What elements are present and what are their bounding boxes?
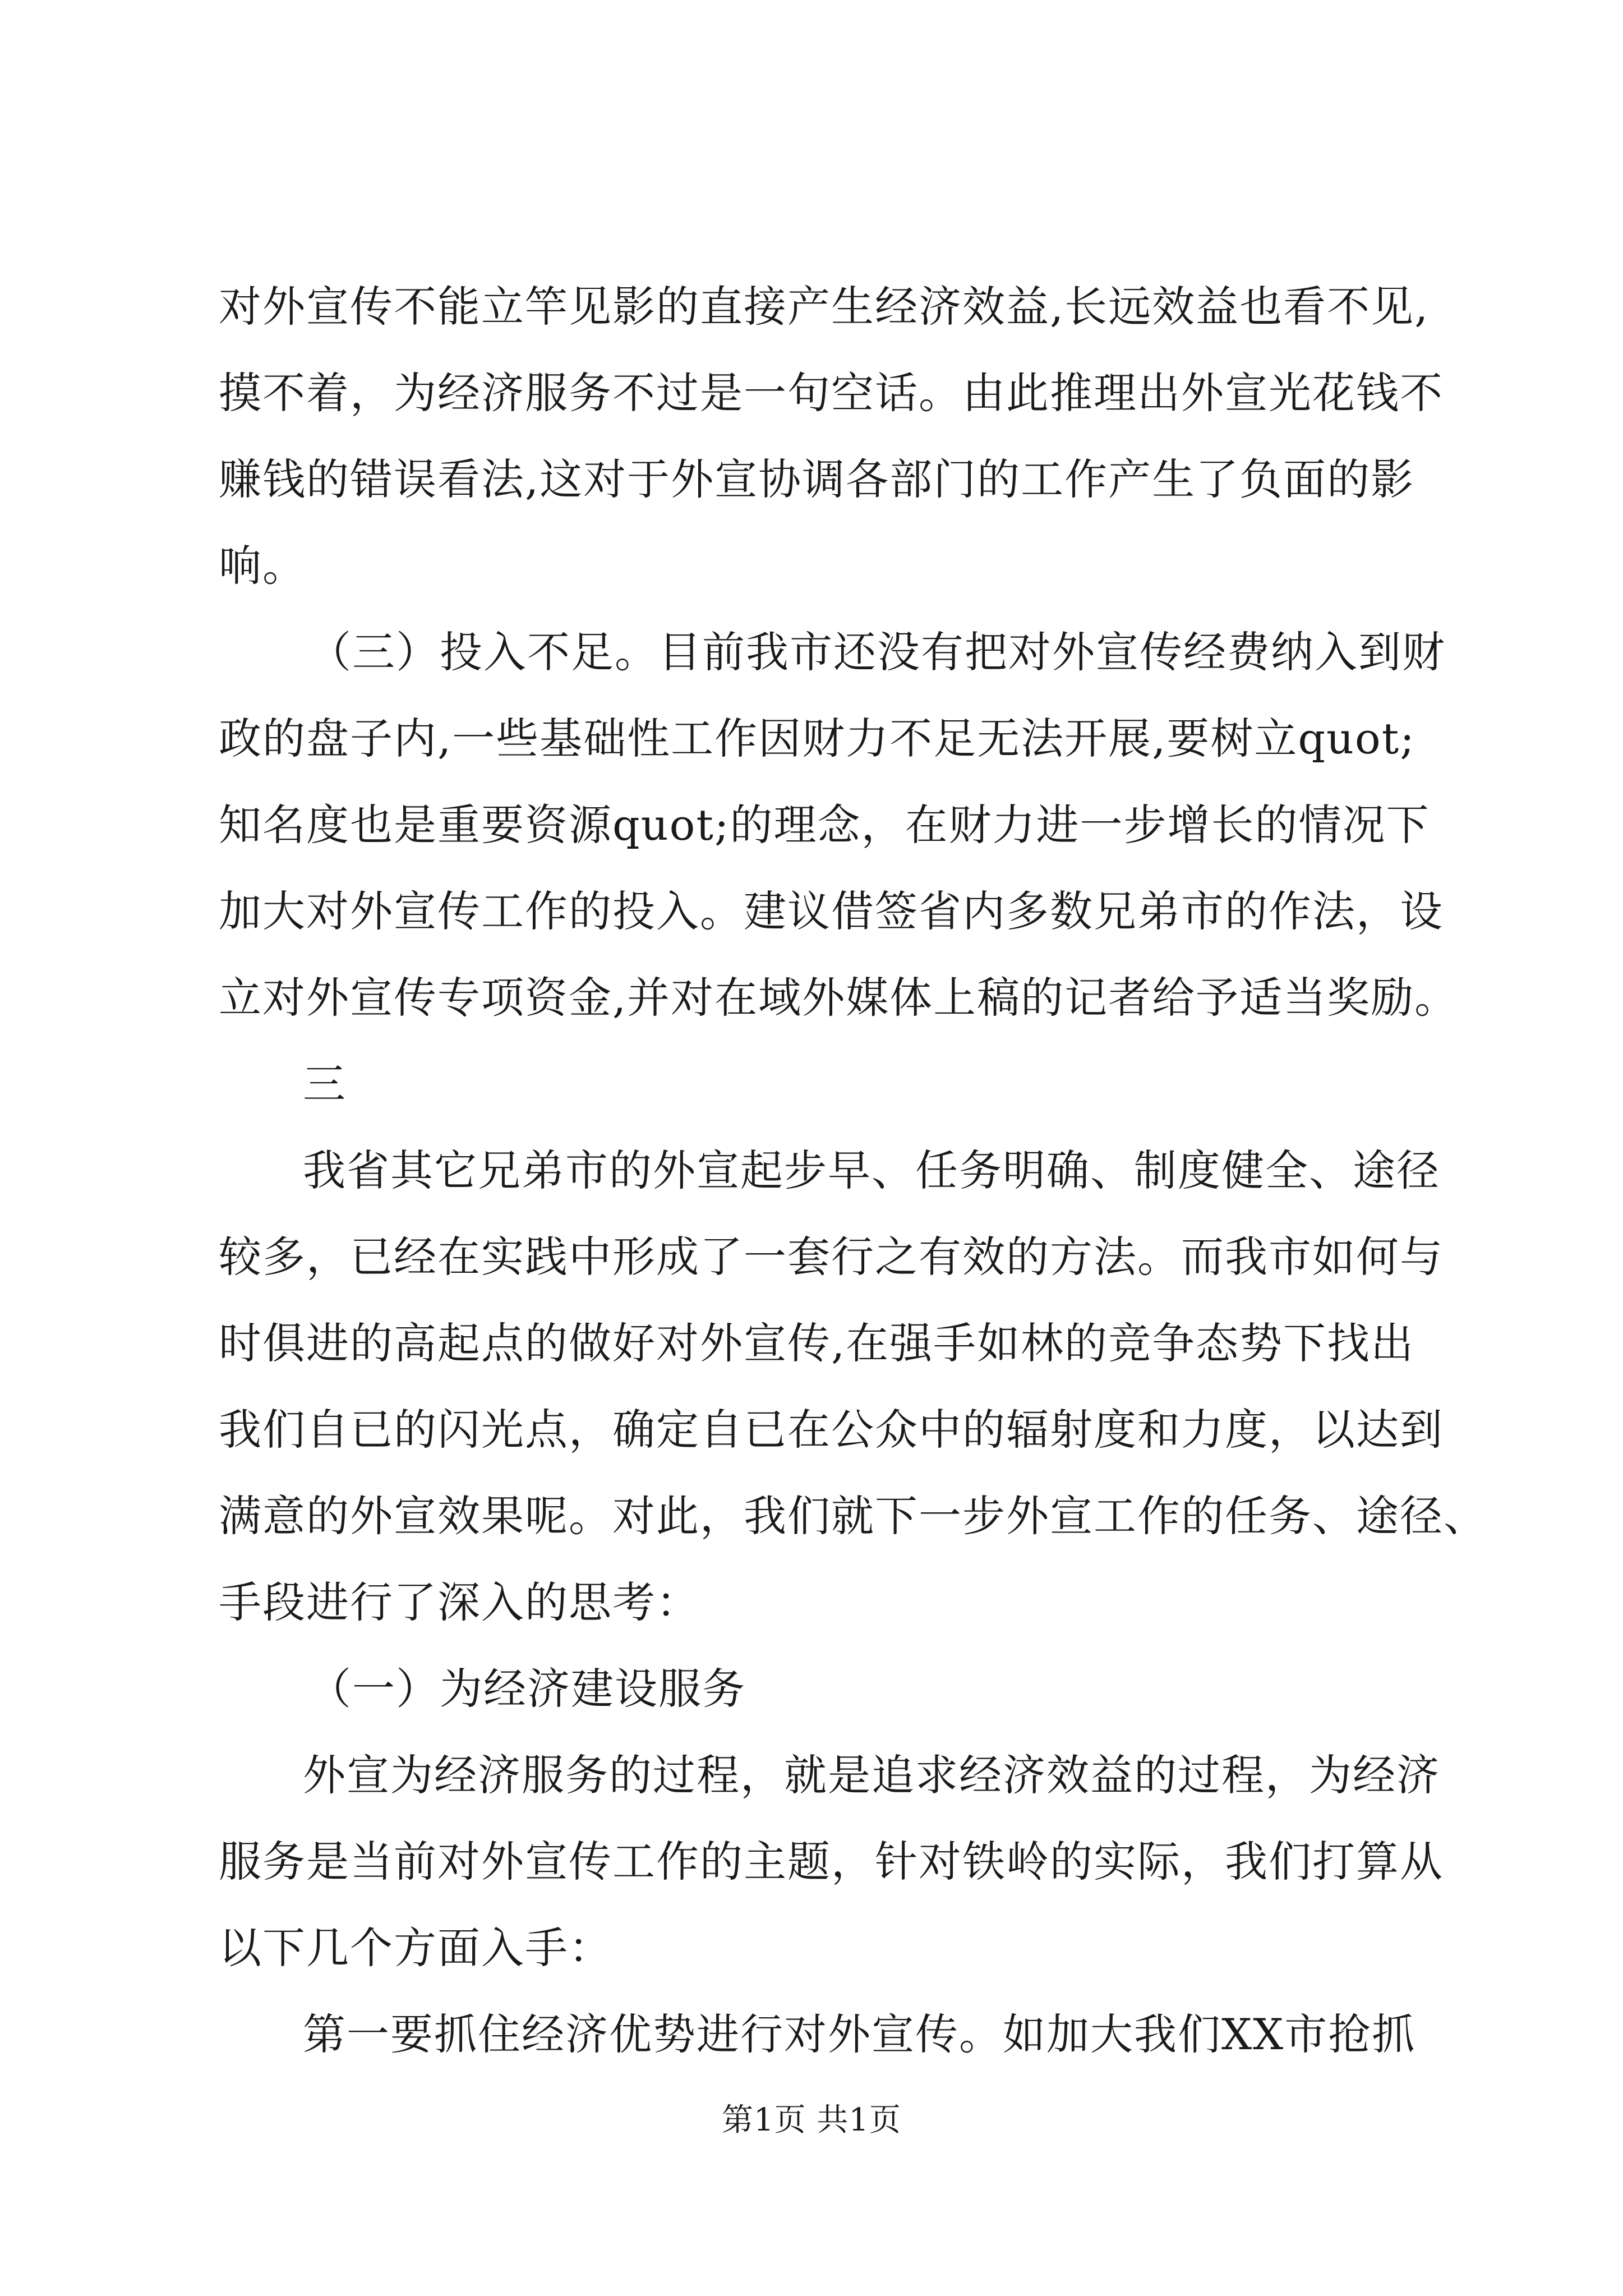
paragraph-line: 对外宣传不能立竿见影的直接产生经济效益,长远效益也看不见, [219,282,1430,332]
paragraph-line: 政的盘子内,一些基础性工作因财力不足无法开展,要树立quot; [219,714,1415,763]
paragraph-line: 我省其它兄弟市的外宣起步早、任务明确、制度健全、途径 [303,1145,1440,1195]
paragraph-line: 满意的外宣效果呢。对此，我们就下一步外宣工作的任务、途径、 [219,1491,1487,1541]
paragraph-line: 加大对外宣传工作的投入。建议借签省内多数兄弟市的作法，设 [219,886,1444,936]
section-heading-line: （三）投入不足。目前我市还没有把对外宣传经费纳入到财 [308,627,1446,677]
paragraph-line: 较多，已经在实践中形成了一套行之有效的方法。而我市如何与 [219,1232,1444,1282]
paragraph-line: 摸不着，为经济服务不过是一句空话。由此推理出外宣光花钱不 [219,368,1444,418]
paragraph-line: 立对外宣传专项资金,并对在域外媒体上稿的记者给予适当奖励。 [219,973,1459,1023]
page-footer: 第1页 共1页 [721,2102,902,2138]
section-number: 三 [303,1059,347,1109]
paragraph-line: 服务是当前对外宣传工作的主题，针对铁岭的实际，我们打算从 [219,1837,1444,1887]
paragraph-line: 以下几个方面入手： [219,1923,612,1973]
paragraph-line: 时俱进的高起点的做好对外宣传,在强手如林的竞争态势下找出 [219,1318,1415,1368]
paragraph-line: 知名度也是重要资源quot;的理念，在财力进一步增长的情况下 [219,800,1430,850]
paragraph-line: 外宣为经济服务的过程，就是追求经济效益的过程，为经济 [303,1750,1440,1800]
body-text [219,264,1487,2078]
paragraph-line: 第一要抓住经济优势进行对外宣传。如加大我们XX市抢抓 [303,2009,1416,2059]
paragraph-line: 赚钱的错误看法,这对于外宣协调各部门的工作产生了负面的影 [219,454,1415,504]
subsection-heading: （一）为经济建设服务 [308,1664,746,1714]
paragraph-line: 响。 [219,541,306,591]
paragraph-line: 手段进行了深入的思考： [219,1577,700,1627]
paragraph-line: 我们自已的闪光点，确定自已在公众中的辐射度和力度，以达到 [219,1405,1444,1455]
